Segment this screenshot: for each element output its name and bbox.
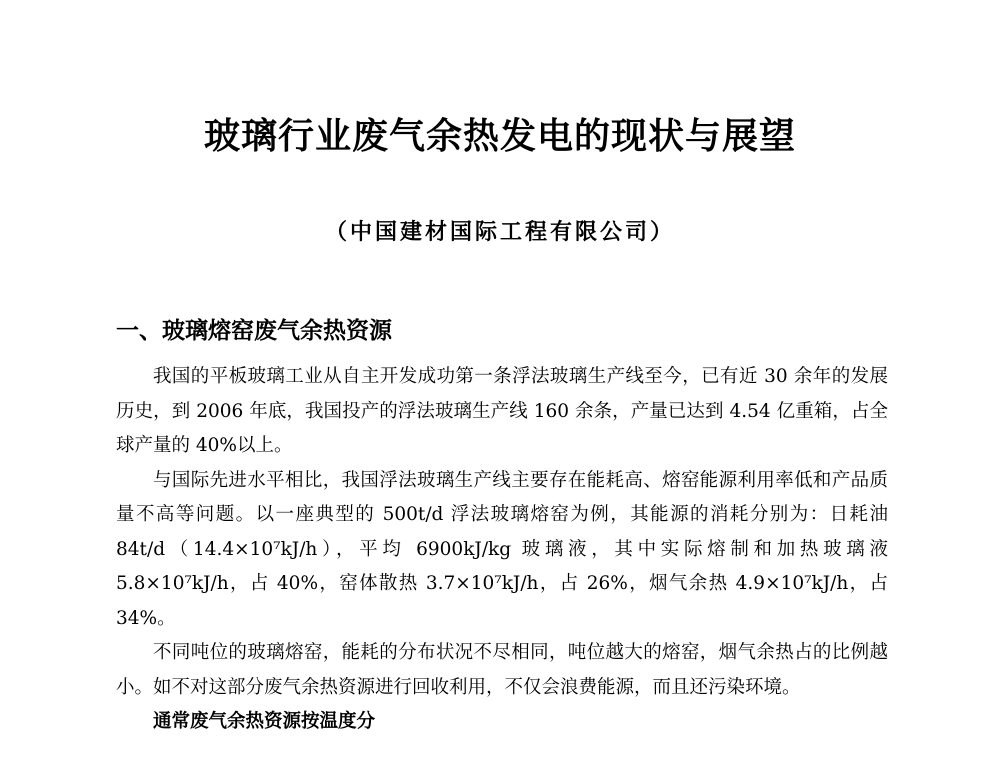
paragraph-1: 我国的平板玻璃工业从自主开发成功第一条浮法玻璃生产线至今，已有近 30 余年的发展历史，到 2006 年底，我国投产的浮法玻璃生产线 160 余条，产量已达到 4.54 亿重箱，占全球产量的 40%以上。 [116, 366, 888, 456]
body-text [116, 360, 888, 740]
page-title: 玻璃行业废气余热发电的现状与展望 [203, 116, 796, 157]
paragraph-4-cut-off: 通常废气余热资源按温度分 [153, 711, 376, 732]
paragraph-2: 与国际先进水平相比，我国浮法玻璃生产线主要存在能耗高、熔窑能源利用率低和产品质量不高等问题。以一座典型的 500t/d 浮法玻璃熔窑为例，其能源的消耗分别为：日耗油 84t/d（14.4×10⁷kJ/h），平均 6900kJ/kg 玻璃液，其中实际熔制和加热玻璃液 5.8×10⁷kJ/h，占 40%，窑体散热 3.7×10⁷kJ/h，占 26%，烟气余热 4.9×10⁷kJ/h，占 34%。 [116, 469, 888, 629]
section-heading: 一、玻璃熔窑废气余热资源 [116, 318, 392, 344]
paragraph-3: 不同吨位的玻璃熔窑，能耗的分布状况不尽相同，吨位越大的熔窑，烟气余热占的比例越小。如不对这部分废气余热资源进行回收利用，不仅会浪费能源，而且还污染环境。 [116, 642, 888, 698]
author-affiliation: （中国建材国际工程有限公司） [324, 220, 675, 245]
